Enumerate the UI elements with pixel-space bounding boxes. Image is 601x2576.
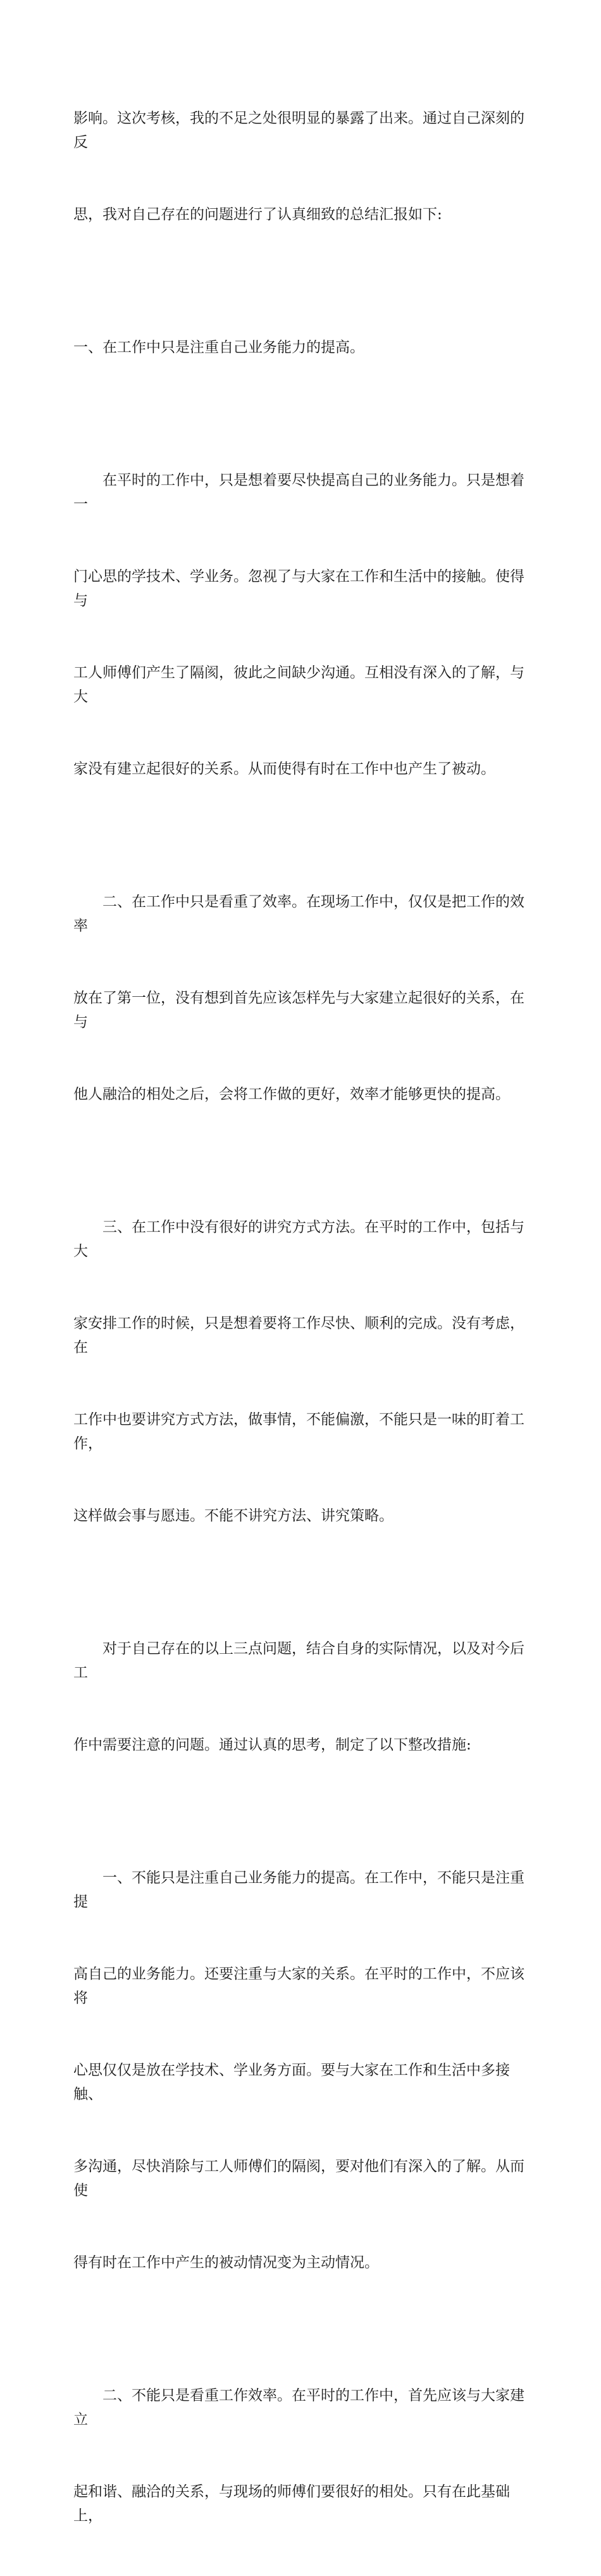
text-line: 家安排工作的时候，只是想着要将工作尽快、顺利的完成。没有考虑，在: [73, 1315, 524, 1356]
document-body: [73, 58, 529, 2576]
text-line: 工人师傅们产生了隔阂，彼此之间缺少沟通。互相没有深入的了解，与大: [73, 665, 524, 705]
paragraph-4: [73, 1589, 529, 1805]
paragraph-2: [73, 842, 529, 1154]
text-line: 得有时在工作中产生的被动情况变为主动情况。: [73, 2254, 379, 2271]
text-line: 工作中也要讲究方式方法，做事情，不能偏激，不能只是一味的盯着工作，: [73, 1411, 524, 1452]
text-line: 这样做会事与愿违。不能不讲究方法、讲究策略。: [73, 1508, 393, 1524]
text-line: 起和谐、融洽的关系，与现场的师傅们要很好的相处。只有在此基础上，: [73, 2484, 510, 2524]
paragraph-3: [73, 1167, 529, 1576]
paragraph-6: [73, 2335, 529, 2576]
paragraph-5: [73, 1818, 529, 2323]
text-line: 一、在工作中只是注重自己业务能力的提高。: [73, 339, 364, 356]
text-line: 二、不能只是看重工作效率。在平时的工作中，首先应该与大家建立: [73, 2387, 524, 2428]
text-line: 思，我对自己存在的问题进行了认真细致的总结汇报如下:: [73, 206, 442, 223]
text-line: 多沟通，尽快消除与工人师傅们的隔阂，要对他们有深入的了解。从而使: [73, 2158, 524, 2199]
text-line: 放在了第一位，没有想到首先应该怎样先与大家建立起很好的关系，在与: [73, 990, 524, 1030]
text-line: 在平时的工作中，只是想着要尽快提高自己的业务能力。只是想着一: [73, 472, 524, 513]
paragraph-heading-1: [73, 287, 529, 408]
text-line: 对于自己存在的以上三点问题，结合自身的实际情况，以及对今后工: [73, 1641, 524, 1681]
text-line: 一、不能只是注重自己业务能力的提高。在工作中，不能只是注重提: [73, 1870, 524, 1910]
text-line: 家没有建立起很好的关系。从而使得有时在工作中也产生了被动。: [73, 761, 495, 777]
paragraph-1: [73, 420, 529, 829]
text-line: 他人融洽的相处之后，会将工作做的更好，效率才能够更快的提高。: [73, 1086, 510, 1103]
text-line: 作中需要注意的问题。通过认真的思考，制定了以下整改措施:: [73, 1737, 471, 1753]
text-line: 三、在工作中没有很好的讲究方式方法。在平时的工作中，包括与大: [73, 1219, 524, 1260]
text-line: 高自己的业务能力。还要注重与大家的关系。在平时的工作中，不应该将: [73, 1966, 524, 2006]
text-line: 影响。这次考核，我的不足之处很明显的暴露了出来。通过自己深刻的反: [73, 110, 524, 151]
text-line: 二、在工作中只是看重了效率。在现场工作中，仅仅是把工作的效率: [73, 894, 524, 934]
text-line: 心思仅仅是放在学技术、学业务方面。要与大家在工作和生活中多接触、: [73, 2062, 510, 2103]
text-line: 门心思的学技术、学业务。忽视了与大家在工作和生活中的接触。使得与: [73, 568, 524, 609]
paragraph-intro: [73, 58, 529, 275]
